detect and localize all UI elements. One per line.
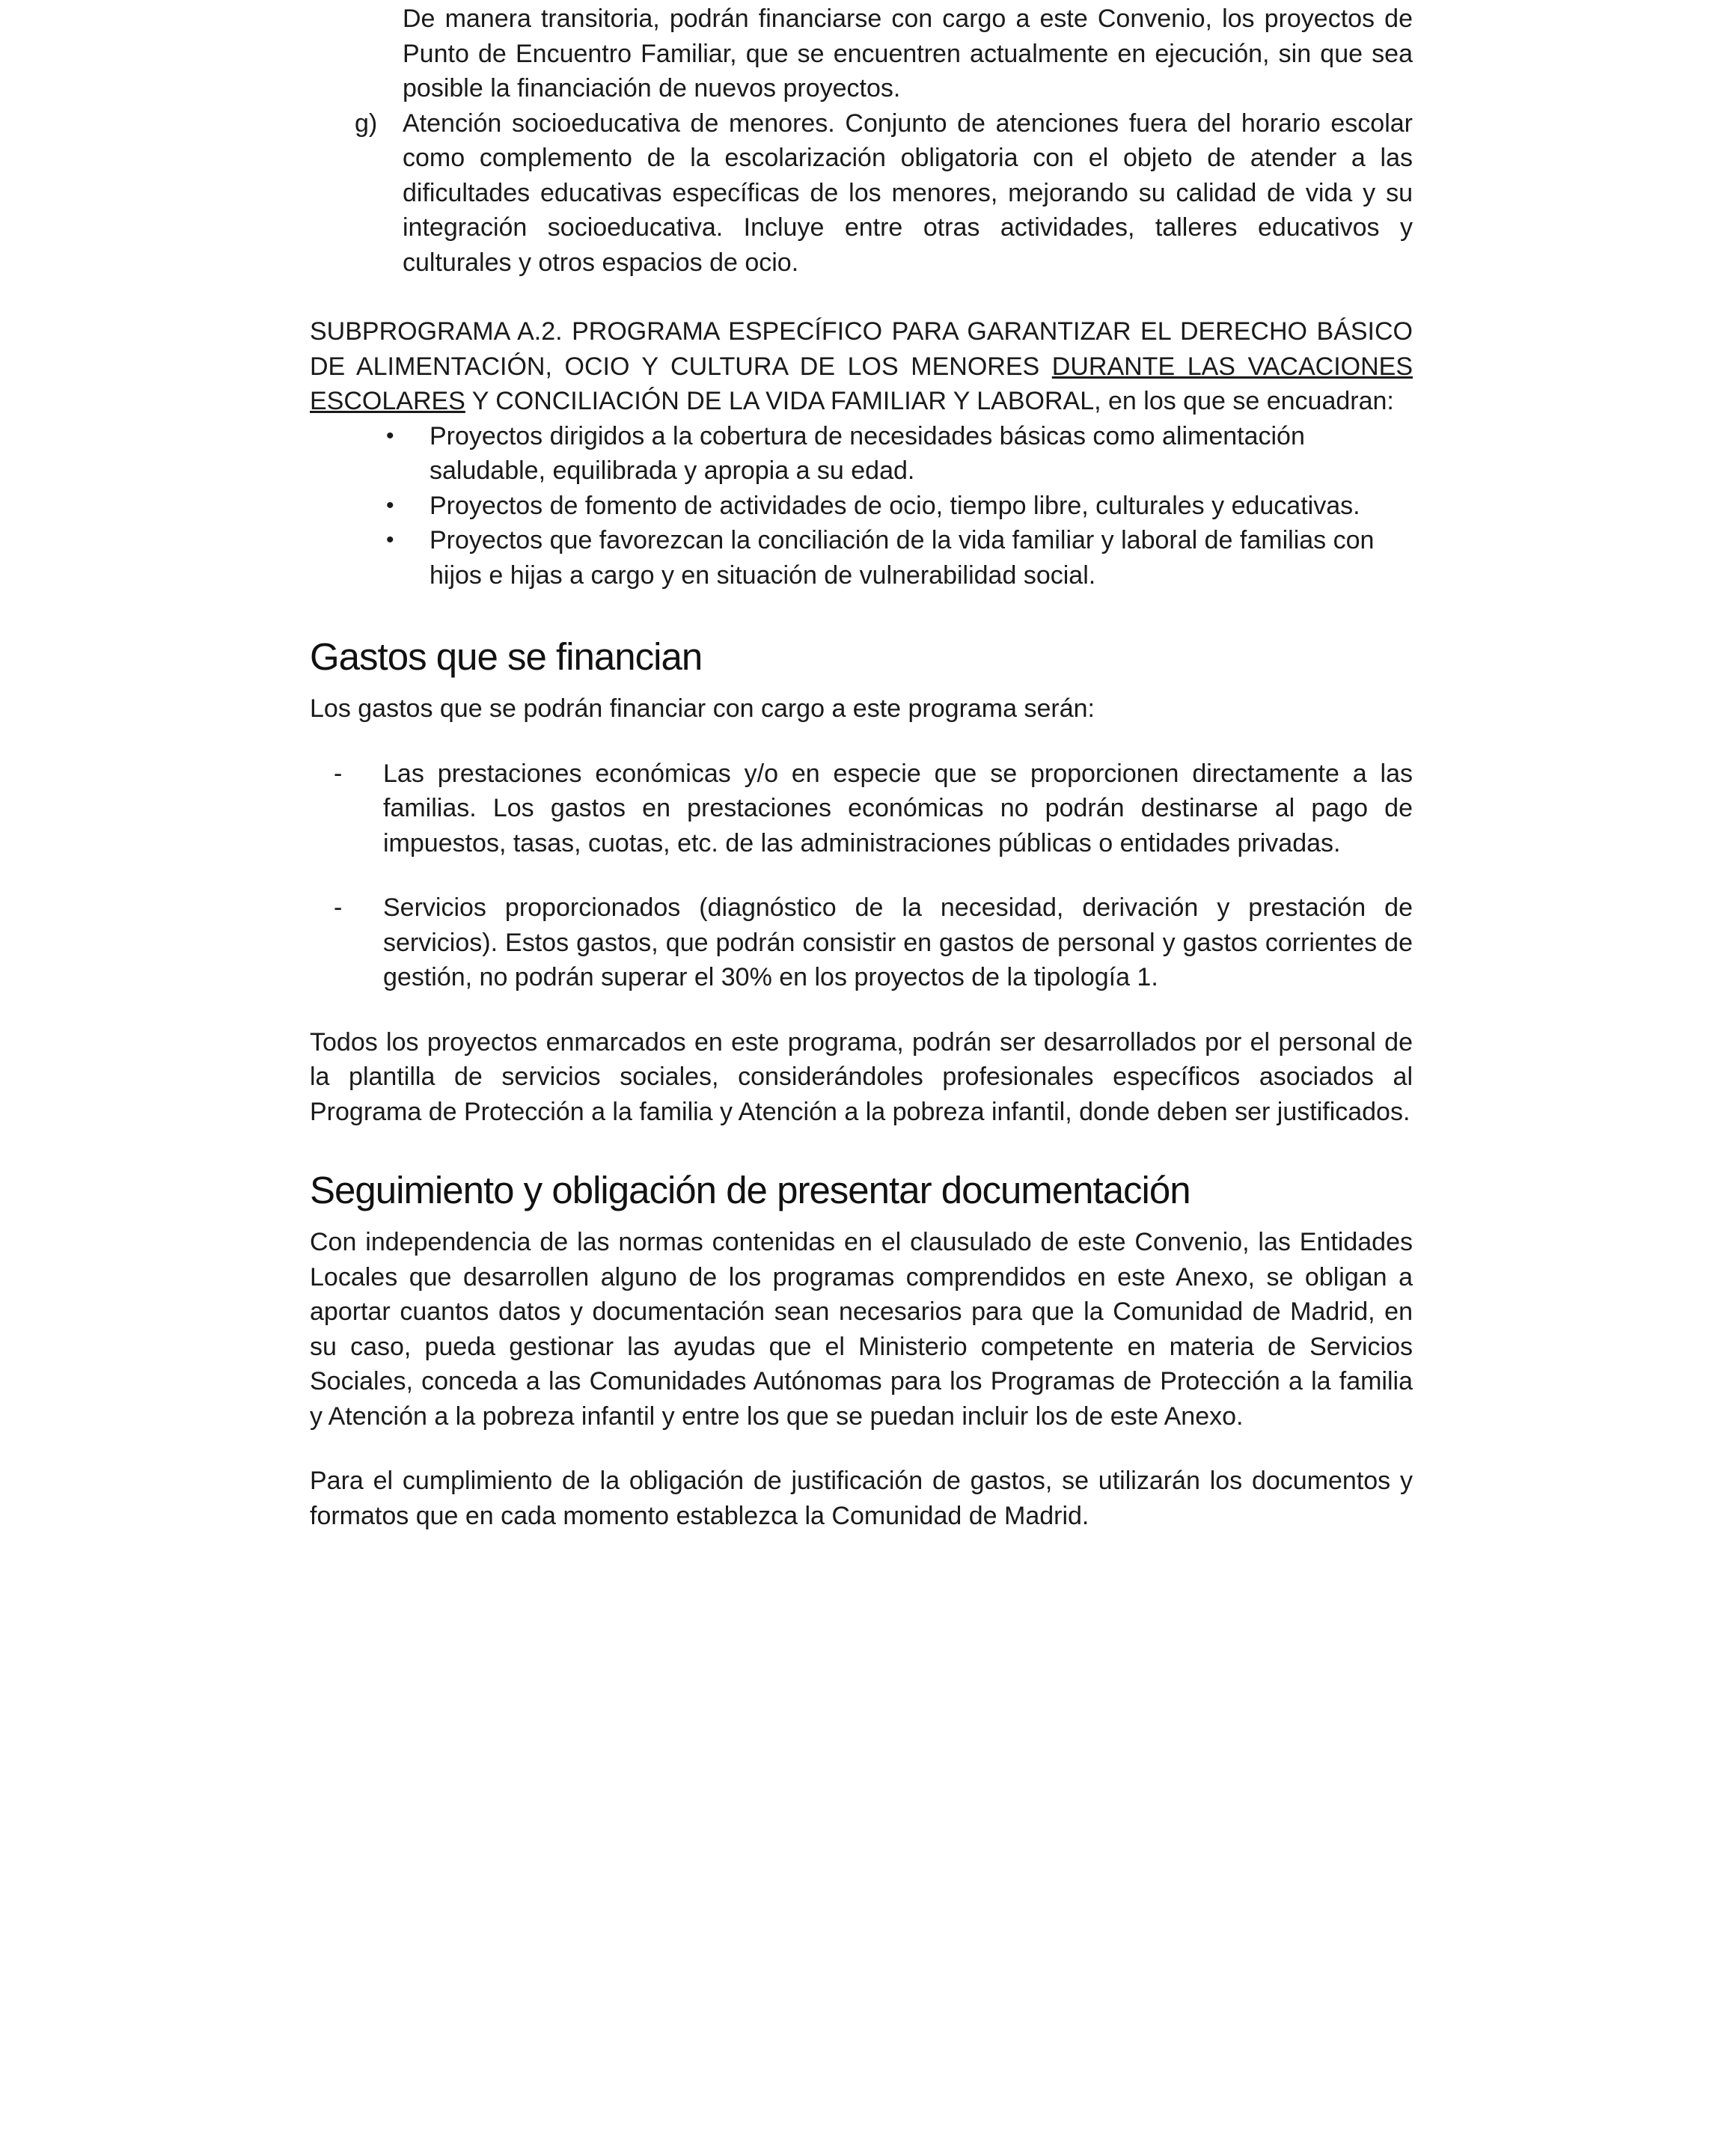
subprograma-underlined-text: DURANTE LAS VACACIONES ESCOLARES: [310, 352, 1413, 415]
bullet-item: [386, 523, 1413, 593]
list-marker-g: g): [355, 108, 378, 138]
gastos-item: [334, 890, 1413, 995]
subprograma-bullet-list: [310, 419, 1413, 593]
list-item-g-text: Atención socioeducativa de menores. Conjunto de atenciones fuera del horario escolar como complemento de la escolarización obligatoria con el objeto de atender a las dificultades educativas específicas de los menores, mejorando su calidad de vida y su integración socioeducativa. Incluye entre otras actividades, talleres educativos y culturales y otros espacios de ocio.: [403, 108, 1413, 277]
bullet-icon: •: [386, 528, 394, 552]
gastos-heading: Gastos que se financian: [310, 635, 703, 678]
subprograma-paragraph: [310, 314, 1413, 419]
list-item-g: [355, 106, 1413, 281]
gastos-intro: Los gastos que se podrán financiar con cargo a este programa serán:: [310, 694, 1095, 723]
continuation-paragraph: De manera transitoria, podrán financiarse con cargo a este Convenio, los proyectos de Punto de Encuentro Familiar, que se encuentren actualmente en ejecución, sin que sea posible la financiación de nuevos proyectos.: [403, 4, 1413, 103]
bullet-item-text: Proyectos de fomento de actividades de ocio, tiempo libre, culturales y educativas.: [430, 491, 1360, 520]
seguimiento-paragraph-2: Para el cumplimiento de la obligación de justificación de gastos, se utilizarán los documentos y formatos que en cada momento establezca la Comunidad de Madrid.: [310, 1467, 1413, 1530]
gastos-item: [334, 756, 1413, 861]
subprograma-text-after: Y CONCILIACIÓN DE LA VIDA FAMILIAR Y LABORAL, en los que se encuadran:: [465, 387, 1394, 415]
dash-icon: -: [334, 893, 343, 922]
document-page: [310, 1, 1413, 1533]
subprograma-text-before: SUBPROGRAMA A.2. PROGRAMA ESPECÍFICO PARA GARANTIZAR EL DERECHO BÁSICO DE ALIMENTACIÓN, OCIO Y CULTURA DE LOS MENORES: [310, 317, 1413, 381]
dash-icon: -: [334, 759, 343, 788]
seguimiento-paragraph-1: Con independencia de las normas contenidas en el clausulado de este Convenio, las Entidades Locales que desarrollen alguno de los programas comprendidos en este Anexo, se obligan a aportar cuantos datos y documentación sean necesarios para que la Comunidad de Madrid, en su caso, pueda gestionar las ayudas que el Ministerio competente en materia de Servicios Sociales, conceda a las Comunidades Autónomas para los Programas de Protección a la familia y Atención a la pobreza infantil y entre los que se puedan incluir los de este Anexo.: [310, 1228, 1413, 1431]
bullet-item: [386, 419, 1413, 489]
bullet-item-text: Proyectos dirigidos a la cobertura de necesidades básicas como alimentación saludable, equilibrada y apropia a su edad.: [430, 421, 1305, 485]
bullet-item: [386, 489, 1413, 524]
gastos-item-text: Las prestaciones económicas y/o en especie que se proporcionen directamente a las familias. Los gastos en prestaciones económicas no podrán destinarse al pago de impuestos, tasas, cuotas, etc. de las administraciones públicas o entidades privadas.: [383, 759, 1413, 858]
bullet-item-text: Proyectos que favorezcan la conciliación de la vida familiar y laboral de familias con hijos e hijas a cargo y en situación de vulnerabilidad social.: [430, 526, 1375, 590]
gastos-item-text: Servicios proporcionados (diagnóstico de la necesidad, derivación y prestación de servicios). Estos gastos, que podrán consistir en gastos de personal y gastos corrientes de gestión, no podrán superar el 30% en los proyectos de la tipología 1.: [383, 893, 1413, 991]
bullet-icon: •: [386, 492, 394, 518]
seguimiento-heading: Seguimiento y obligación de presentar documentación: [310, 1169, 1191, 1211]
gastos-closing-paragraph: Todos los proyectos enmarcados en este programa, podrán ser desarrollados por el personal de la plantilla de servicios sociales, considerándoles profesionales específicos asociados al Programa de Protección a la familia y Atención a la pobreza infantil, donde deben ser justificados.: [310, 1027, 1413, 1126]
bullet-icon: •: [386, 423, 394, 448]
